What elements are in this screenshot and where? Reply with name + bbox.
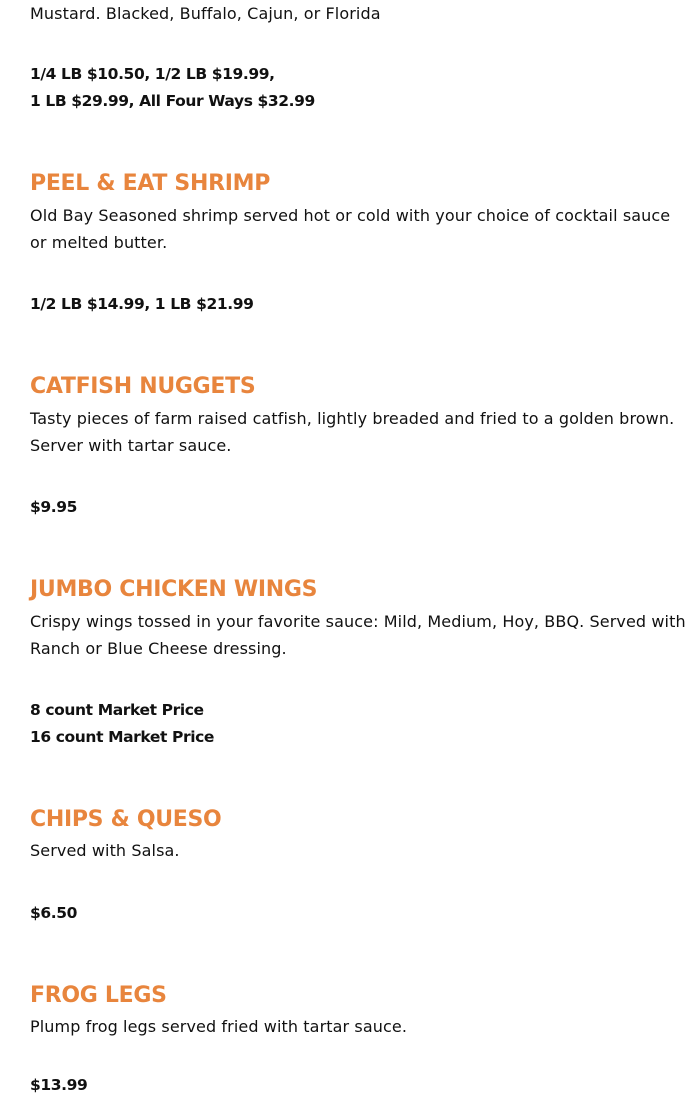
item-price-line: 1/4 LB $10.50, 1/2 LB $19.99, <box>30 65 275 83</box>
item-description-line: Crispy wings tossed in your favorite sauce: Mild, Medium, Hoy, BBQ. Served with <box>30 612 686 631</box>
menu-item-catfish-nuggets <box>30 372 675 459</box>
item-price-line: 1/2 LB $14.99, 1 LB $21.99 <box>30 295 254 313</box>
item-title: JUMBO CHICKEN WINGS <box>30 577 318 602</box>
item-price-line: $13.99 <box>30 1076 88 1094</box>
menu-item-frog-legs <box>30 981 670 1040</box>
menu-item-peel-eat-shrimp <box>30 169 670 256</box>
item-description-line: Mustard. Blacked, Buffalo, Cajun, or Florida <box>30 4 381 23</box>
price-catfish-nuggets <box>30 494 670 521</box>
item-description-line: Ranch or Blue Cheese dressing. <box>30 639 287 658</box>
item-description-line: or melted butter. <box>30 233 168 252</box>
price-chips-queso <box>30 900 670 927</box>
intro-price <box>30 61 670 115</box>
item-title: CHIPS & QUESO <box>30 807 222 832</box>
item-title: CATFISH NUGGETS <box>30 374 256 399</box>
price-peel-eat-shrimp <box>30 291 670 318</box>
item-price-line: 8 count Market Price <box>30 701 204 719</box>
item-description-line: Tasty pieces of farm raised catfish, lightly breaded and fried to a golden brown. <box>30 409 675 428</box>
item-title: FROG LEGS <box>30 983 167 1008</box>
item-description-line: Old Bay Seasoned shrimp served hot or cold with your choice of cocktail sauce <box>30 206 671 225</box>
price-frog-legs <box>30 1072 670 1099</box>
item-price-line: 16 count Market Price <box>30 728 215 746</box>
menu-item-jumbo-chicken-wings <box>30 575 686 662</box>
item-description-line: Server with tartar sauce. <box>30 436 232 455</box>
intro-item <box>30 0 670 27</box>
item-description-line: Plump frog legs served fried with tartar sauce. <box>30 1017 408 1036</box>
item-title: PEEL & EAT SHRIMP <box>30 171 271 196</box>
item-price-line: $9.95 <box>30 498 78 516</box>
price-jumbo-chicken-wings <box>30 697 670 751</box>
item-price-line: 1 LB $29.99, All Four Ways $32.99 <box>30 92 315 110</box>
menu-item-chips-queso <box>30 805 670 864</box>
item-price-line: $6.50 <box>30 904 78 922</box>
item-description-line: Served with Salsa. <box>30 841 180 860</box>
